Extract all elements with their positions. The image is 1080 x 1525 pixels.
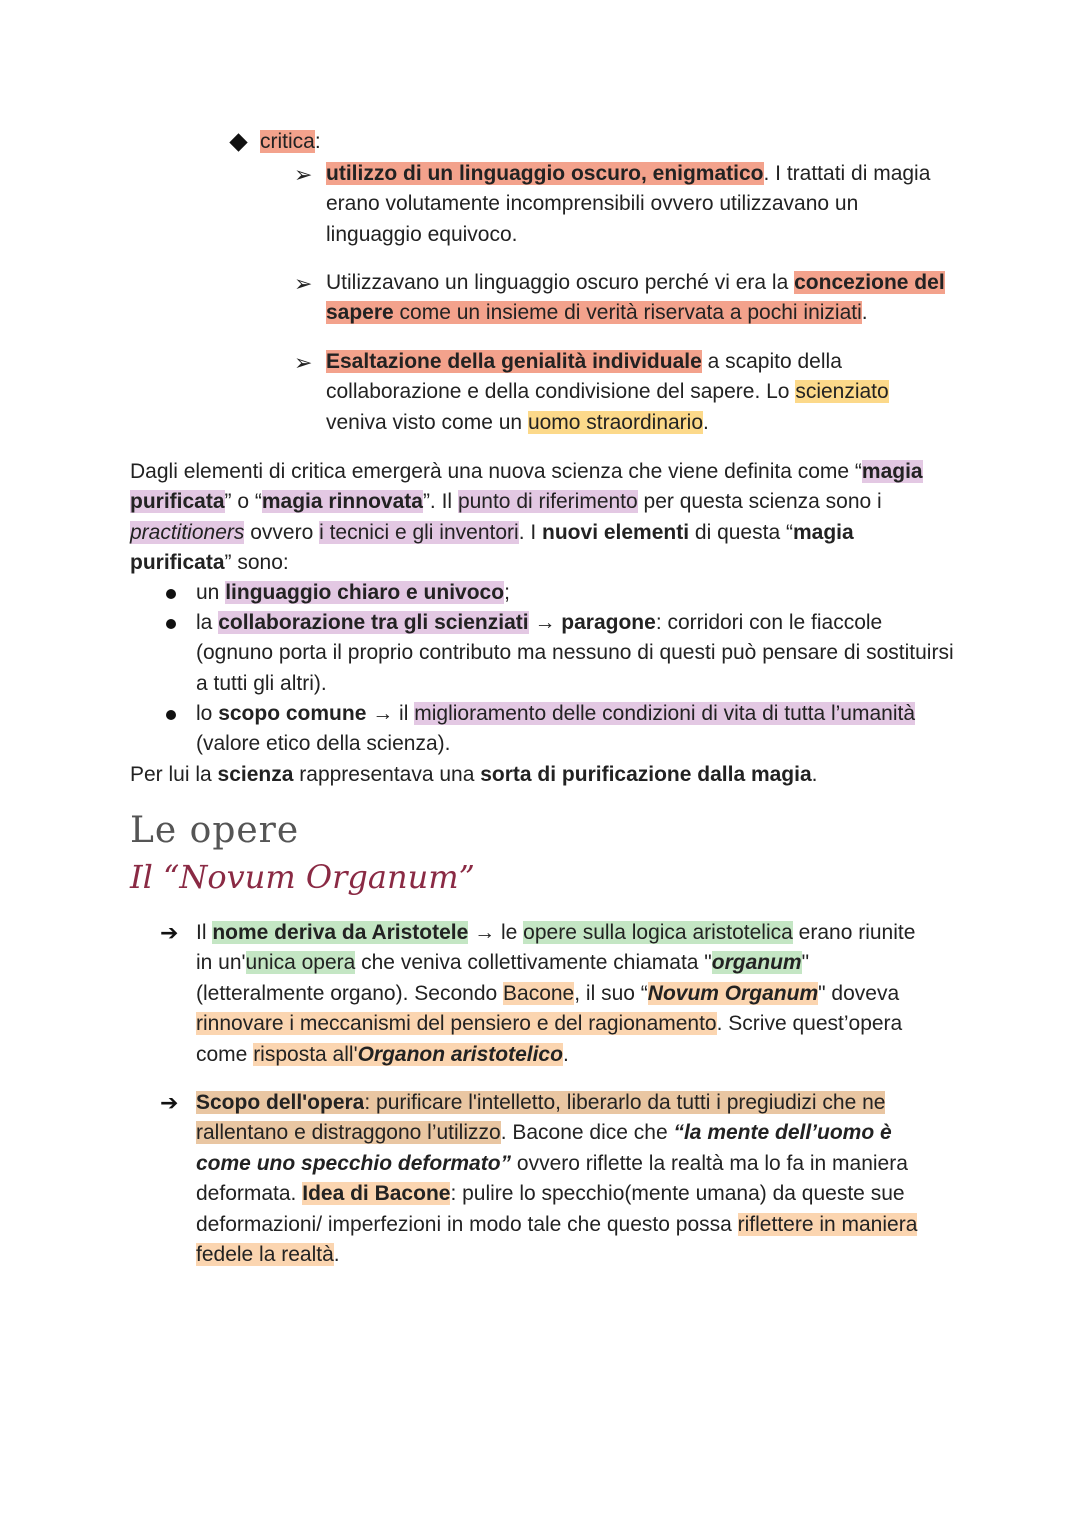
section-heading: Le opere bbox=[130, 810, 300, 851]
critica-item-1: utilizzo di un linguaggio oscuro, enigmatico. I trattati di magia erano volutamente incomprensibili ovvero utilizzavano un linguaggio equivoco. bbox=[326, 162, 931, 246]
critica-item-3: Esaltazione della genialità individuale a scapito della collaborazione e della condivisione del sapere. Lo scienziato veniva visto come un uomo straordinario. bbox=[326, 350, 889, 434]
arrow-bullet-icon: ➢ bbox=[294, 271, 313, 296]
critica-label: critica: bbox=[260, 130, 321, 153]
novum-organum-paragraph: Il nome deriva da Aristotele → le opere sulla logica aristotelica erano riunite in un'unica opera che veniva collettivamente chiamata "organum"(letteralmente organo). Secondo Bacone, il suo “Novum Organum" doveva rinnovare i meccanismi del pensiero e del ragionamento. Scrive quest’opera come risposta all'Organon aristotelico. bbox=[196, 921, 916, 1066]
bullet-dot-icon bbox=[166, 589, 176, 599]
critica-item-2: Utilizzavano un linguaggio oscuro perché vi era la concezione del sapere come un insieme di verità riservata a pochi iniziati. bbox=[326, 271, 945, 325]
conclusion-sentence: Per lui la scienza rappresentava una sorta di purificazione dalla magia. bbox=[130, 763, 818, 786]
arrow-bullet-icon: ➢ bbox=[294, 162, 313, 187]
list-item: la collaborazione tra gli scienziati → paragone: corridori con le fiaccole (ognuno porta il proprio contributo ma nessuno di questi può pensare di sostituirsi a tutti gli altri). bbox=[196, 611, 954, 695]
bullet-dot-icon bbox=[166, 619, 176, 629]
subsection-heading: Il “Novum Organum” bbox=[130, 858, 475, 896]
right-arrow-icon: ➔ bbox=[160, 920, 179, 945]
paragraph-magia-purificata: Dagli elementi di critica emergerà una nuova scienza che viene definita come “magia purificata” o “magia rinnovata”. Il punto di riferimento per questa scienza sono i practitioners ovvero i tecnici e gli inventori. I nuovi elementi di questa “magia purificata” sono: bbox=[130, 460, 923, 575]
bullet-dot-icon bbox=[166, 710, 176, 720]
scopo-paragraph: Scopo dell'opera: purificare l'intelletto, liberarlo da tutti i pregiudizi che ne rallentano e distraggono l’utilizzo. Bacone dice che “la mente dell’uomo è come uno specchio deformato” ovvero riflette la realtà ma lo fa in maniera deformata. Idea di Bacone: pulire lo specchio(mente umana) da queste sue deformazioni/ imperfezioni in modo tale che questo possa riflettere in maniera fedele la realtà. bbox=[196, 1091, 918, 1267]
diamond-bullet-icon bbox=[229, 133, 247, 151]
right-arrow-icon: ➔ bbox=[160, 1090, 179, 1115]
list-item: un linguaggio chiaro e univoco; bbox=[196, 581, 510, 604]
arrow-bullet-icon: ➢ bbox=[294, 350, 313, 375]
list-item: lo scopo comune → il miglioramento delle condizioni di vita di tutta l’umanità (valore etico della scienza). bbox=[196, 702, 915, 756]
